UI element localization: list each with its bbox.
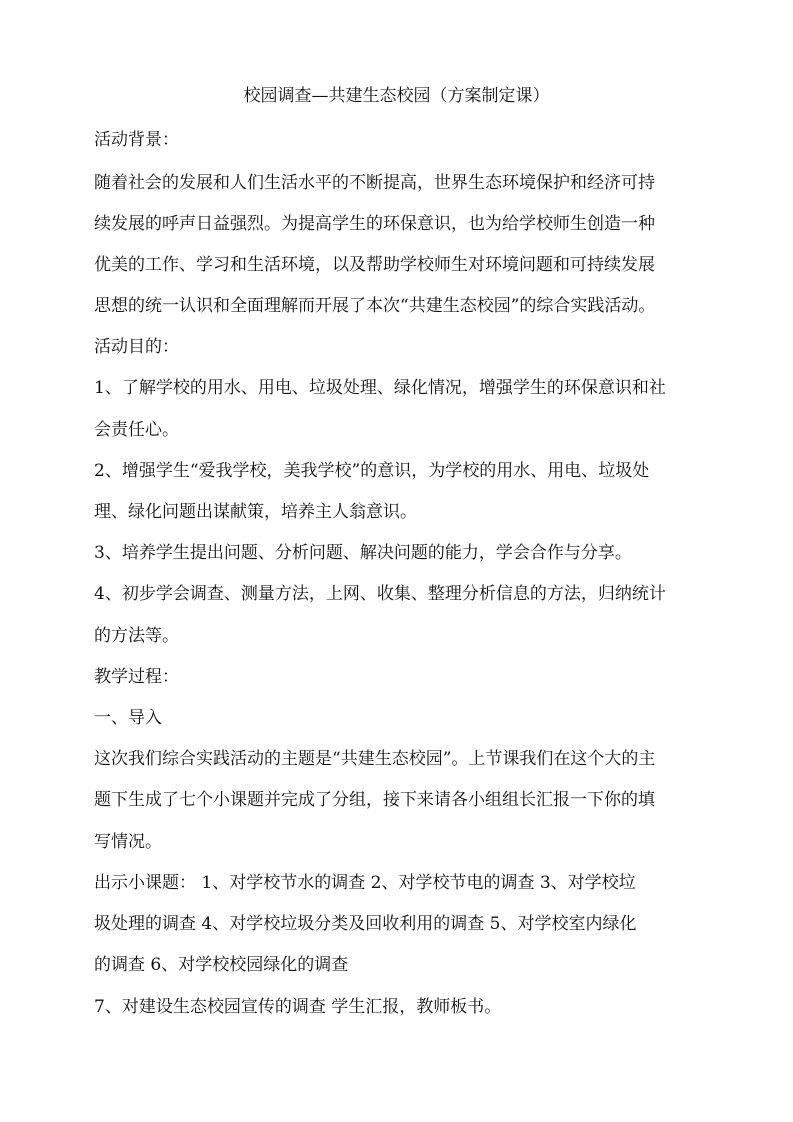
goal-line-2: 会责任心。 [94, 420, 179, 440]
goal-line-5: 3、培养学生提出问题、分析问题、解决问题的能力，学会合作与分享。 [94, 543, 632, 563]
background-heading: 活动背景： [94, 130, 179, 150]
document-title: 校园调查—共建生态校园（方案制定课） [243, 86, 550, 106]
goal-line-4: 理、绿化问题出谋献策，培养主人翁意识。 [94, 502, 417, 522]
goals-heading: 活动目的： [94, 337, 179, 357]
topic-line-3: 的调查 6、对学校校园绿化的调查 [94, 955, 349, 975]
background-line-3: 优美的工作、学习和生活环境，以及帮助学校师生对环境问题和可持续发展 [94, 255, 655, 275]
topic-line-4: 7、对建设生态校园宣传的调查 学生汇报，教师板书。 [94, 997, 502, 1017]
topic-line-2: 圾处理的调查 4、对学校垃圾分类及回收利用的调查 5、对学校室内绿化 [94, 914, 637, 934]
background-line-1: 随着社会的发展和人们生活水平的不断提高，世界生态环境保护和经济可持 [94, 173, 655, 193]
goal-line-3: 2、增强学生“爱我学校，美我学校”的意识，为学校的用水、用电、垃圾处 [94, 461, 650, 481]
goal-line-1: 1、了解学校的用水、用电、垃圾处理、绿化情况，增强学生的环保意识和社 [94, 378, 666, 398]
goal-line-7: 的方法等。 [94, 626, 179, 646]
background-line-2: 续发展的呼声日益强烈。为提高学生的环保意识，也为给学校师生创造一种 [94, 214, 655, 234]
goal-line-6: 4、初步学会调查、测量方法，上网、收集、整理分析信息的方法，归纳统计 [94, 584, 666, 604]
process-heading: 教学过程： [94, 667, 179, 687]
background-line-4: 思想的统一认识和全面理解而开展了本次“共建生态校园”的综合实践活动。 [94, 296, 656, 316]
intro-line-1: 这次我们综合实践活动的主题是“共建生态校园”。上节课我们在这个大的主 [94, 749, 656, 769]
section1-heading: 一、导入 [94, 708, 162, 728]
intro-line-3: 写情况。 [94, 832, 162, 852]
intro-line-2: 题下生成了七个小课题并完成了分组，接下来请各小组组长汇报一下你的填 [94, 790, 655, 810]
topic-line-1: 出示小课题： 1、对学校节水的调查 2、对学校节电的调查 3、对学校垃 [94, 873, 636, 893]
